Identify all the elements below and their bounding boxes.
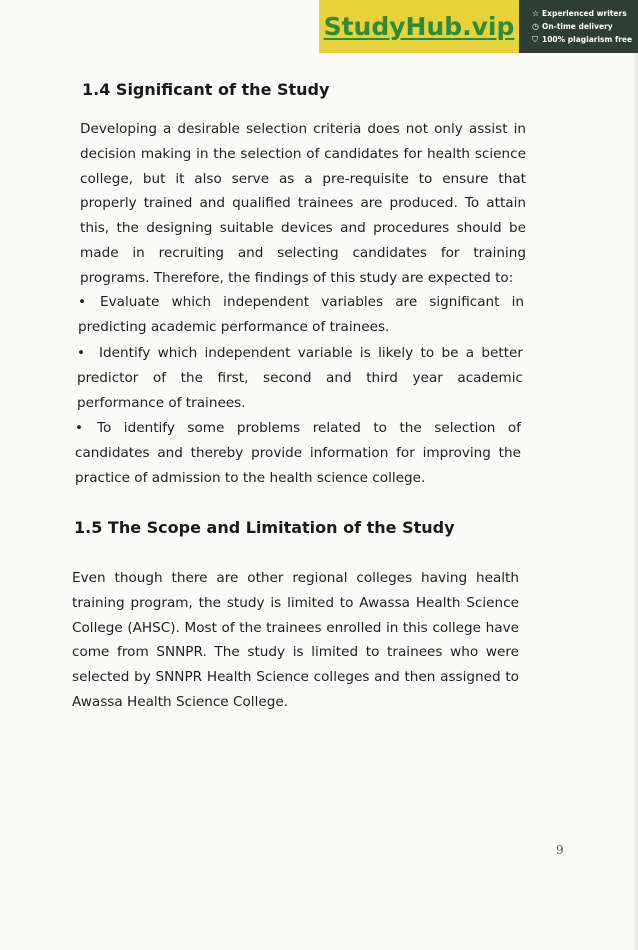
bullet-text: To identify some problems related to the selection of candidates and thereby provide information for improving the practice of admission to the health science college.: [75, 420, 521, 486]
section-heading-scope: 1.5 The Scope and Limitation of the Study: [74, 518, 455, 537]
page-number: 9: [556, 843, 564, 857]
bullet-item: [78, 290, 524, 340]
scope-paragraph: Even though there are other regional colleges having health training program, the study is limited to Awassa Health Science College (AHSC). Most of the trainees enrolled in this college have come from SNNPR. The study is limited to trainees who were selected by SNNPR Health Science colleges and then assigned to Awassa Health Science College.: [72, 570, 519, 710]
bullet-mark: •: [75, 420, 84, 436]
studyhub-logo-text[interactable]: StudyHub.vip: [323, 12, 515, 41]
bullet-text: Identify which independent variable is likely to be a better predictor of the first, second and third year academic performance of trainees.: [77, 345, 523, 411]
shield-icon: ⛉: [532, 34, 538, 44]
bullet-text: Evaluate which independent variables are significant in predicting academic performance of trainees.: [78, 294, 524, 335]
bullet-item: [75, 416, 521, 490]
bullet-mark: •: [78, 294, 87, 310]
bullet-item: [77, 341, 523, 415]
significance-intro-paragraph: Developing a desirable selection criteria does not only assist in decision making in the selection of candidates for health science college, but it also serve as a pre-requisite to ensure that properly trained and qualified trainees are produced. To attain this, the designing suitable devices and procedures should be made in recruiting and selecting candidates for training programs. Therefore, the findings of this study are expected to:: [80, 121, 526, 286]
bullet-mark: •: [77, 345, 86, 361]
clock-icon: ◷: [532, 21, 539, 31]
feature-text: On-time delivery: [542, 22, 613, 31]
section-heading-significance: 1.4 Significant of the Study: [82, 80, 330, 99]
star-icon: ☆: [532, 8, 540, 18]
feature-text: Experienced writers: [542, 9, 627, 18]
feature-text: 100% plagiarism free: [542, 35, 633, 44]
